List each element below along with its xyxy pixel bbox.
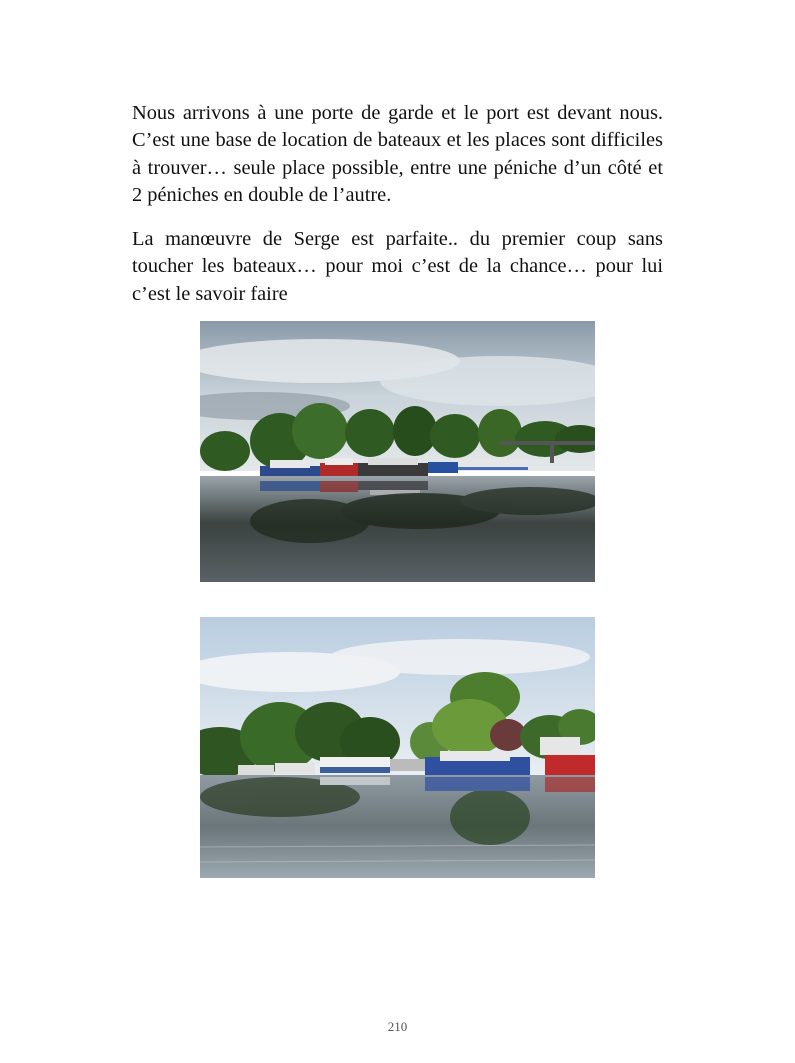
paragraph-1: Nous arrivons à une porte de garde et le port est devant nous. C’est une base de location de bateaux et les places sont difficiles à trouver… seule place possible, entre une péniche d’un côté et 2 péniches en double de l’autre. [132, 102, 663, 207]
photo-harbour-barges [200, 617, 595, 878]
paragraph-2: La manœuvre de Serge est parfaite.. du premier coup sans toucher les bateaux… pour moi c’est de la chance… pour lui c’est le savoir faire [132, 228, 663, 305]
photo-canal-port [200, 321, 595, 582]
page-number: 210 [387, 1019, 408, 1034]
